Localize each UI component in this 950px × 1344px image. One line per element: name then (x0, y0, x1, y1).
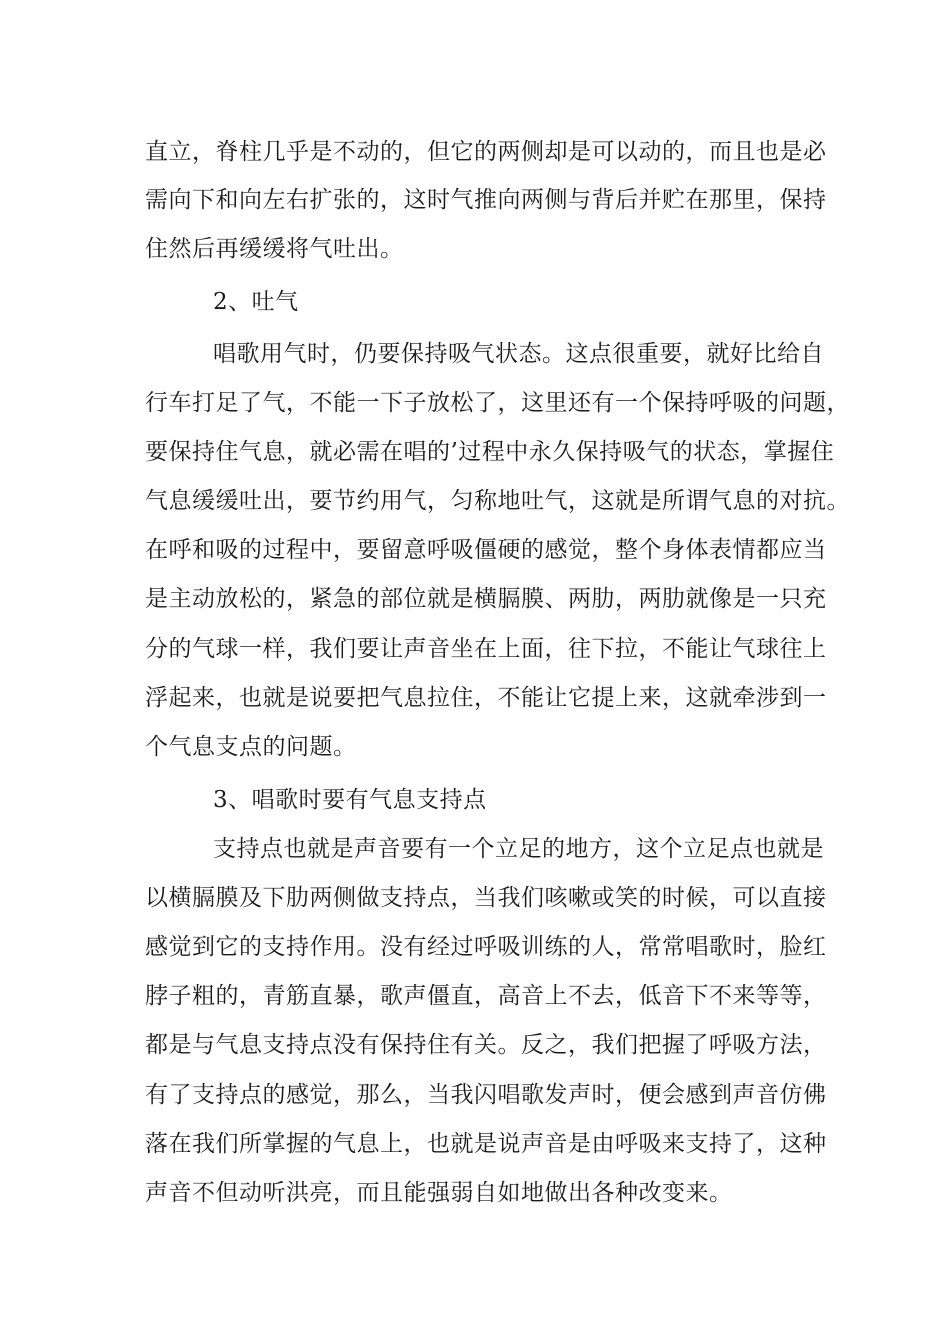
section-heading-support-point: 3、唱歌时要有气息支持点 (213, 787, 487, 813)
body-text-line: 直立，脊柱几乎是不动的，但它的两侧却是可以动的，而且也是必 (145, 139, 827, 165)
body-text-line: 需向下和向左右扩张的，这时气推向两侧与背后并贮在那里，保持 (145, 187, 827, 213)
body-text-line: 有了支持点的感觉，那么，当我闪唱歌发声时，便会感到声音仿佛 (145, 1082, 827, 1108)
body-text-line: 要保持住气息，就必需在唱的’过程中永久保持吸气的状态，掌握住 (145, 439, 835, 465)
body-text-line: 个气息支点的问题。 (145, 734, 357, 760)
body-text-line: 脖子粗的，青筋直暴，歌声僵直，高音上不去，低音下不来等等， (145, 983, 827, 1009)
body-text-line: 支持点也就是声音要有一个立足的地方，这个立足点也就是 (213, 836, 824, 862)
body-text-line: 行车打足了气，不能一下子放松了，这里还有一个保持呼吸的问题， (145, 390, 850, 416)
body-text-line: 以横膈膜及下肋两侧做支持点，当我们咳嗽或笑的时候，可以直接 (145, 885, 827, 911)
body-text-line: 都是与气息支持点没有保持住有关。反之，我们把握了呼吸方法， (145, 1032, 827, 1058)
body-text-line: 在呼和吸的过程中，要留意呼吸僵硬的感觉，整个身体表情都应当 (145, 537, 827, 563)
body-text-line: 住然后再缓缓将气吐出。 (145, 236, 404, 262)
body-text-line: 声音不但动听洪亮，而且能强弱自如地做出各种改变来。 (145, 1180, 733, 1206)
body-text-line: 分的气球一样，我们要让声音坐在上面，往下拉，不能让气球往上 (145, 636, 827, 662)
body-text-line: 浮起来，也就是说要把气息拉住，不能让它提上来，这就牵涉到一 (145, 685, 827, 711)
body-text-line: 气息缓缓吐出，要节约用气，匀称地吐气，这就是所谓气息的对抗。 (145, 488, 850, 514)
body-text-line: 是主动放松的，紧急的部位就是横膈膜、两肋，两肋就像是一只充 (145, 586, 827, 612)
section-heading-exhale: 2、吐气 (213, 289, 299, 315)
body-text-line: 落在我们所掌握的气息上，也就是说声音是由呼吸来支持了，这种 (145, 1131, 827, 1157)
body-text-line: 感觉到它的支持作用。没有经过呼吸训练的人，常常唱歌时，脸红 (145, 934, 827, 960)
body-text-line: 唱歌用气时，仍要保持吸气状态。这点很重要，就好比给自 (213, 341, 824, 367)
